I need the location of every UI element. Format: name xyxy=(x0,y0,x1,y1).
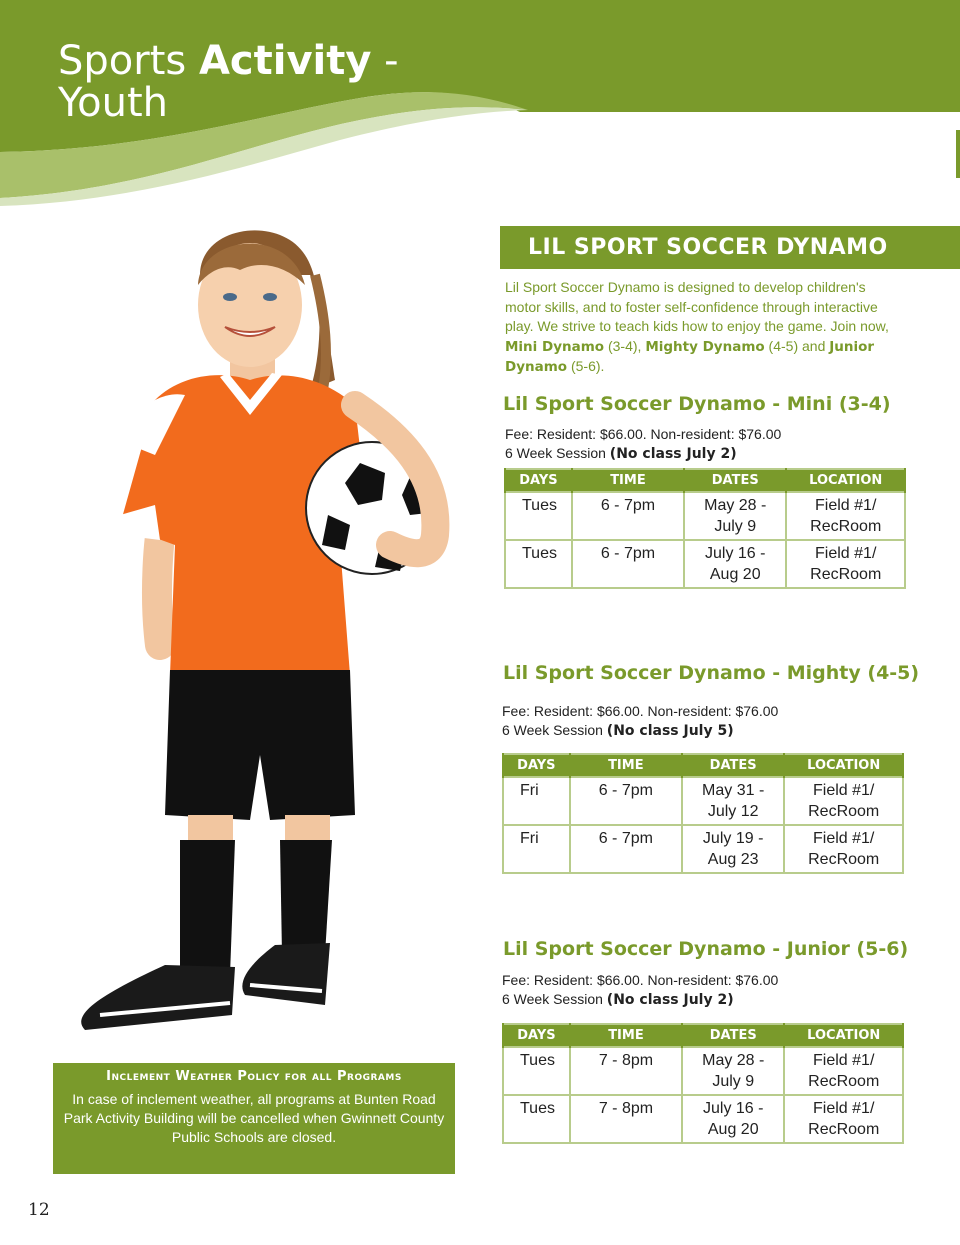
mini-name: Mini Dynamo xyxy=(505,338,605,355)
location-line1: Field #1/ xyxy=(813,782,875,799)
cell-dates xyxy=(684,540,786,588)
cell-time: 7 - 8pm xyxy=(570,1095,682,1143)
schedule-table-junior xyxy=(502,1023,904,1144)
dates-line1: July 16 - xyxy=(703,1100,764,1117)
program-banner: LIL SPORT SOCCER DYNAMO xyxy=(500,226,960,269)
dates-line1: May 31 - xyxy=(702,782,765,799)
session-note: (No class July 2) xyxy=(609,446,737,462)
policy-text: In case of inclement weather, all programs at Bunten Road Park Activity Building will be cancelled when Gwinnett County Public Schools are closed. xyxy=(63,1091,445,1145)
weather-policy-box xyxy=(53,1063,455,1174)
cell-location xyxy=(784,1095,903,1143)
mini-age: (3-4), xyxy=(604,337,646,354)
cell-day: Tues xyxy=(505,540,572,588)
header-location: LOCATION xyxy=(784,754,903,777)
fee-text: Fee: Resident: $66.00. Non-resident: $76.00 xyxy=(505,426,782,442)
title-line2: Youth xyxy=(58,80,168,126)
cell-time: 6 - 7pm xyxy=(572,540,684,588)
header-days: DAYS xyxy=(503,754,570,777)
session-text: 6 Week Session xyxy=(502,991,607,1007)
table-row xyxy=(505,492,905,540)
header-time: TIME xyxy=(570,1024,682,1047)
location-line1: Field #1/ xyxy=(813,1052,875,1069)
fee-mighty xyxy=(502,702,778,741)
fee-junior xyxy=(502,971,778,1010)
header-days: DAYS xyxy=(505,469,572,492)
location-line2: RecRoom xyxy=(808,1073,880,1090)
header-time: TIME xyxy=(572,469,684,492)
dates-line2: July 12 xyxy=(707,803,759,820)
table-row xyxy=(503,1047,903,1095)
section-title-junior: Lil Sport Soccer Dynamo - Junior (5-6) xyxy=(503,938,909,960)
title-part2: - xyxy=(371,38,399,84)
dates-line2: July 9 xyxy=(714,518,757,535)
location-line2: RecRoom xyxy=(808,803,880,820)
cell-dates xyxy=(684,492,786,540)
location-line1: Field #1/ xyxy=(813,830,875,847)
mighty-name: Mighty Dynamo xyxy=(645,338,765,355)
header-time: TIME xyxy=(570,754,682,777)
location-line1: Field #1/ xyxy=(813,1100,875,1117)
junior-name: Junior Dynamo xyxy=(505,338,875,375)
title-bold: Activity xyxy=(198,38,372,84)
cell-dates xyxy=(682,1047,784,1095)
location-line1: Field #1/ xyxy=(815,497,877,514)
page-number: 12 xyxy=(28,1200,50,1220)
table-row xyxy=(503,777,903,825)
cell-day: Tues xyxy=(503,1095,570,1143)
cell-location xyxy=(786,540,905,588)
cell-day: Tues xyxy=(503,1047,570,1095)
dates-line2: Aug 23 xyxy=(707,851,759,868)
cell-dates xyxy=(682,825,784,873)
location-line1: Field #1/ xyxy=(815,545,877,562)
cell-day: Fri xyxy=(503,825,570,873)
cell-location xyxy=(786,492,905,540)
table-row xyxy=(503,825,903,873)
cell-dates xyxy=(682,777,784,825)
header-days: DAYS xyxy=(503,1024,570,1047)
section-title-mighty: Lil Sport Soccer Dynamo - Mighty (4-5) xyxy=(503,662,920,684)
fee-text: Fee: Resident: $66.00. Non-resident: $76.00 xyxy=(502,972,779,988)
dates-line2: July 9 xyxy=(712,1073,755,1090)
schedule-table-mighty xyxy=(502,753,904,874)
title-part1: Sports xyxy=(58,38,199,84)
policy-title: Inclement Weather Policy for all Programs xyxy=(106,1069,402,1084)
cell-time: 7 - 8pm xyxy=(570,1047,682,1095)
location-line2: RecRoom xyxy=(810,518,882,535)
fee-mini xyxy=(505,425,781,464)
dates-line1: May 28 - xyxy=(704,497,767,514)
intro-text: Lil Sport Soccer Dynamo is designed to develop children's motor skills, and to foster self-confidence through interactive play. We strive to teach kids how to enjoy the game. Join now, xyxy=(505,279,889,334)
table-header-row xyxy=(505,469,905,492)
header-dates: DATES xyxy=(684,469,786,492)
cell-location xyxy=(784,825,903,873)
fee-text: Fee: Resident: $66.00. Non-resident: $76.00 xyxy=(502,703,779,719)
location-line2: RecRoom xyxy=(810,566,882,583)
schedule-table-mini xyxy=(504,468,906,589)
session-note: (No class July 5) xyxy=(606,723,734,739)
table-row xyxy=(505,540,905,588)
session-note: (No class July 2) xyxy=(606,992,734,1008)
cell-location xyxy=(784,1047,903,1095)
dates-line1: July 19 - xyxy=(702,830,764,847)
edge-marker xyxy=(956,130,960,178)
page-title xyxy=(58,40,399,124)
dates-line2: Aug 20 xyxy=(707,1121,759,1138)
header-dates: DATES xyxy=(682,1024,784,1047)
cell-location xyxy=(784,777,903,825)
cell-day: Fri xyxy=(503,777,570,825)
cell-dates xyxy=(682,1095,784,1143)
junior-age: (5-6). xyxy=(567,358,605,374)
program-intro xyxy=(505,278,905,378)
cell-day: Tues xyxy=(505,492,572,540)
section-title-mini: Lil Sport Soccer Dynamo - Mini (3-4) xyxy=(503,393,891,415)
dates-line1: July 16 - xyxy=(705,545,766,562)
dates-line2: Aug 20 xyxy=(709,566,761,583)
cell-time: 6 - 7pm xyxy=(572,492,684,540)
session-text: 6 Week Session xyxy=(505,445,610,461)
page-header xyxy=(0,0,960,210)
table-header-row xyxy=(503,754,903,777)
soccer-girl-photo xyxy=(60,215,480,1045)
cell-time: 6 - 7pm xyxy=(570,825,682,873)
header-dates: DATES xyxy=(682,754,784,777)
table-header-row xyxy=(503,1024,903,1047)
location-line2: RecRoom xyxy=(808,1121,880,1138)
header-location: LOCATION xyxy=(784,1024,903,1047)
table-row xyxy=(503,1095,903,1143)
header-location: LOCATION xyxy=(786,469,905,492)
cell-time: 6 - 7pm xyxy=(570,777,682,825)
mighty-age: (4-5) and xyxy=(764,337,830,354)
location-line2: RecRoom xyxy=(808,851,880,868)
session-text: 6 Week Session xyxy=(502,722,607,738)
dates-line1: May 28 - xyxy=(702,1052,765,1069)
